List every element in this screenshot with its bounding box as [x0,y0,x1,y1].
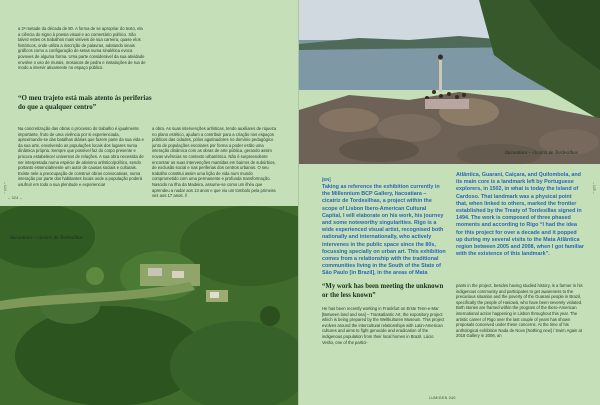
intro-paragraph: a 2ª metade da década de 80. A forma de se apropriar do texto, ela a ciência do signo à poesia visual e ao comentário político. São talvez estes os trabalhos mais visíveis de sua carreira, quase elos históricos, onde utiliza a inscrição de palavras, adotando sinais gráficos como a configuração de setas numa sinalética evoca povoves de alguma forma. Uma parte considerável da sua atividade envolve o uso de murais, mosaicos de pedra e instalações de rua de modo a intervir ativamente no espaço público. [18,26,146,71]
pull-quote-right: “My work has been meeting the unknown or the less known” [322,283,444,299]
right-side-folio: – 125 – [592,182,596,194]
right-blue-column-1: Taking as reference the exhibition currently in the Millennium BCP Gallery, Itacoatiara – cicatriz de Tordesilhas, a project within the scope of Lisbon Ibero-American Cultural Capital, I will elaborate on his work, his journey and some noteworthy singularities. Rigo is a wide experienced visual artist, recognised both nationally and internationally, who actively intervenes in the public space since the 80s, focussing specially on urban art. This exhibition comes from a relationship with the traditional communities living in the South of the State of São Paulo [in Brazil], in the areas of Mata [322,184,446,277]
left-column-2-text: a obra. As suas intervenções artísticas, tendo auxiliares de riqueza no plano estético, ajudam a contribuir para a criação nos espaços públicos das cidades, pólos agutinadores no domínio pedagógico junto de populações escolares por forma a poder estão uma interação dinâmica com as obras de arte pública, gerando assim novas vivências no contexto urbanístico. Não é surpreendente encontrar as suas intervenções mantidas em bairros de subúrbios, de exclusão social e nas periferias dos centros urbanos. O seu trabalho constitui assim uma lição de vida num mundo comprometido com uma permanente e profunda transformação. Nascido na Ilha da Madeira, assume-se como um ilhéu que aprendeu a nadar aos 13 anos e que viu um tombolo pela primeira vez aos 17 anos. // [152,126,277,199]
left-photo-caption: Itacoatiara – cicatriz de Tordesilhas [10,236,83,241]
left-page [0,0,299,405]
coastal-rocks-image [299,0,600,164]
right-column-2-text: pants in the project, besides having studied history, is a farmer in his indigenous community and participates to get awareness to the precarious situation and the poverty of the Guarani people in Brazil, specifically the people of Hasowá, who have been severely violated. Both stories are framed within the program of the Ibero-American international action happening in Lisbon throughout this year. The artistic career of Rigo over the last couple of years has shown proposals conceived under these concerns. At the time of his anthological exhibition Nada de Novo [Nothing new] / Swim Again at 2018 Gallery in 2006, an [456,283,583,339]
left-folio: – 324 – [8,196,23,200]
right-blue-column-2: Atlântica, Guarani, Caiçara, and Quilombola, and its main core is a landmark left by Portuguese explorers, in 1502, in what is today the Island of Cardoso. That landmark was a physical point that, when linked to others, marked the frontier established by the Treaty of Tordesillas signed in 1494. The work is composed of three phased moments and according to Rigo “I had the idea for this project for over a decade and it popped up during my several visits to the Mata Atlântica region between 2005 and 2008, when I got familiar with the existence of this landmark”. [456,172,584,258]
right-folio: LUMIGEN 040 [429,396,456,400]
right-photo-caption: Itacoatiara – cicatriz de Tordesilhas [505,151,578,156]
left-column-1-text: Na concretização das obras o processo do trabalho é igualmente importante, fruto de uma vivência por si experienciada, aproximando-se das batalhas diárias que fazem parte da sua vida e da sua arte, envolvendo as populações locais dos lugares numa dinâmica própria. Sempre que possível faz do corpo presente e procura estabelecer universos de relações. A sua obra necessita de ser interpretada numa espécie de ativismo artístico/político, sendo portanto essencialmente um autor de causas sociais e culturais. Existe nele a preocupação de construir obras convocativas, numa interação por parte dos habitantes locais onde a população poderá usufruir em todo a sua plenitude e experienciar [18,126,144,187]
en-tag: [EN] [322,177,331,182]
right-page [299,0,600,405]
forest-aerial-photo [0,206,299,405]
left-side-folio: – 124 – [3,182,7,194]
coastal-group-photo [299,0,600,164]
pull-quote-left: “O meu trajeto está mais atento às periferias do que a qualquer centro” [18,94,152,111]
right-column-1-text: He has been recently working in Frankfurt on Erste Tenn-e-Mar [Between land and sea] – Transatlantic Art, the expository project which is being prepared by the Weltkulturen Museum. This project evolves around the intercultural relationships with Latin-American cultures and aims to fight genocide and eradication of the indigenous population from their local homes in Brazil. Lúcio Verão, one of the partici- [322,306,445,345]
